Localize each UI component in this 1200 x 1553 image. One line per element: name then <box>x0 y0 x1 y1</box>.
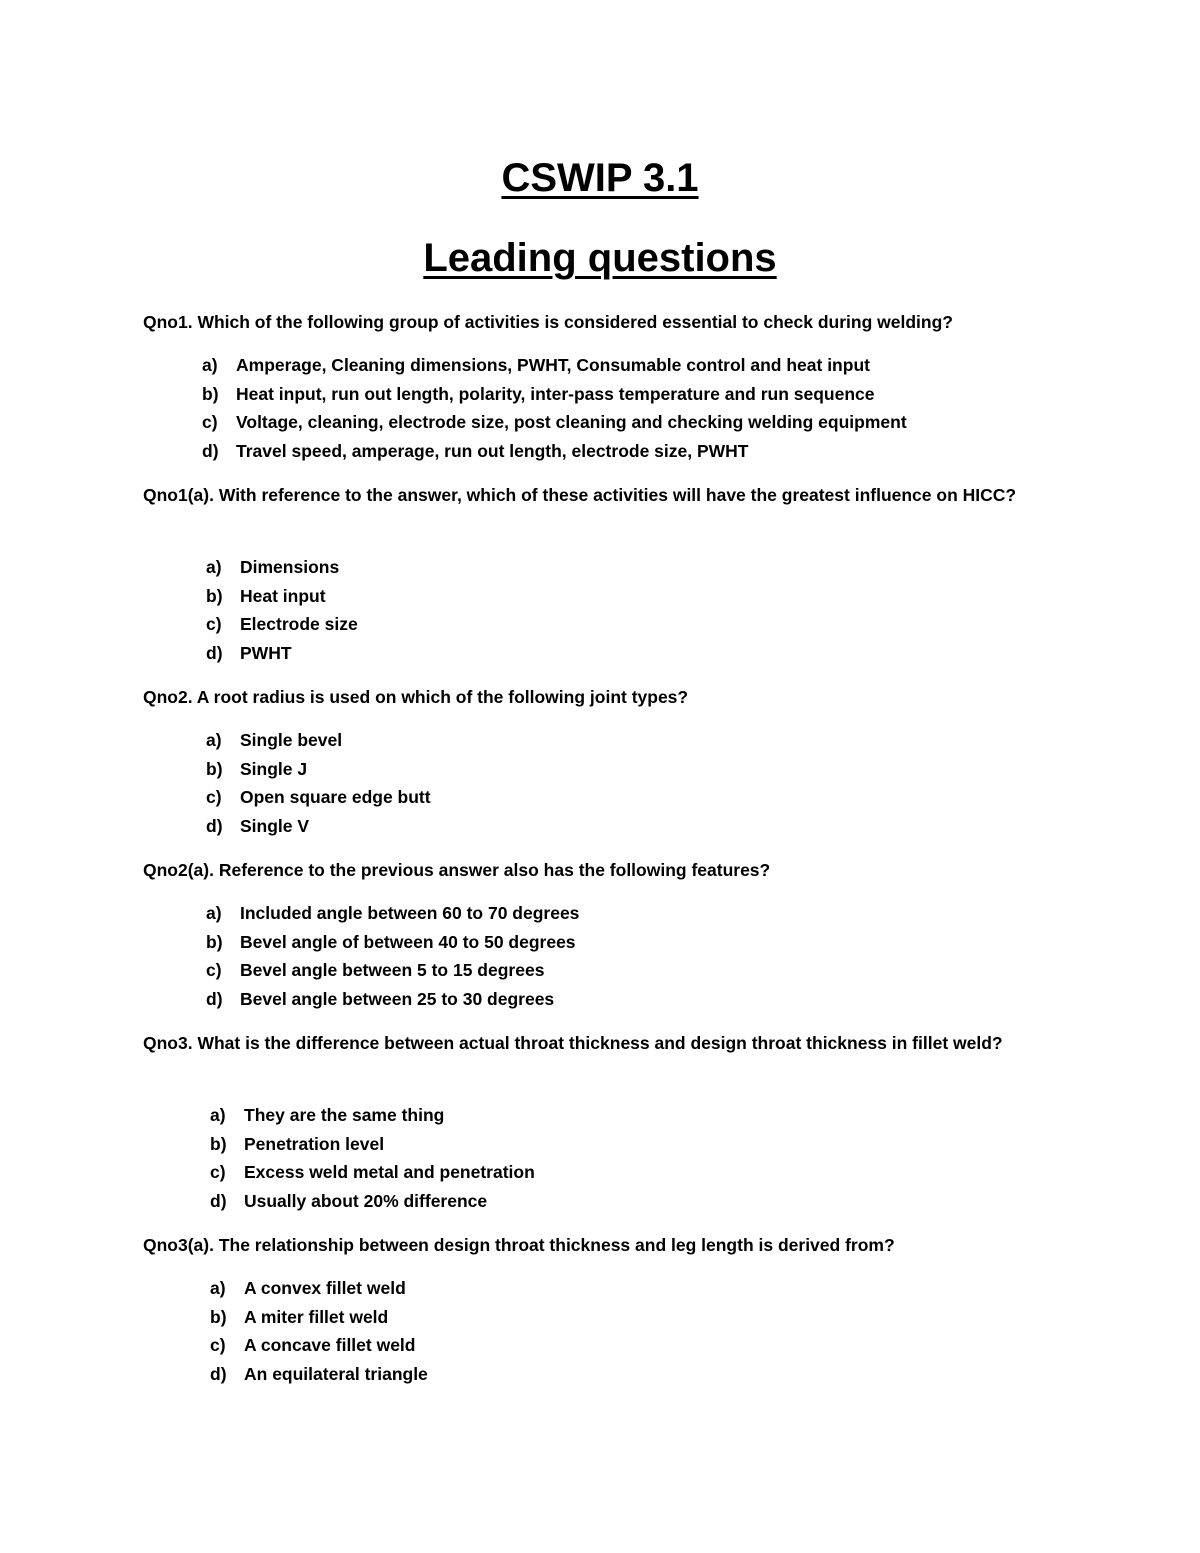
option-2ad <box>206 985 579 1014</box>
question-3a: Qno3(a). The relationship between design throat thickness and leg length is derived from? <box>143 1235 895 1255</box>
option-1d <box>202 437 907 466</box>
option-letter: a) <box>210 1105 226 1125</box>
option-1aa <box>206 553 358 582</box>
option-3b <box>210 1130 535 1159</box>
option-text: Travel speed, amperage, run out length, electrode size, PWHT <box>236 441 749 462</box>
question-3-options <box>210 1101 535 1216</box>
option-text: A convex fillet weld <box>244 1278 406 1298</box>
option-letter: a) <box>206 730 222 750</box>
option-2b <box>206 755 431 784</box>
option-3d <box>210 1187 535 1216</box>
option-text: Usually about 20% difference <box>244 1191 488 1212</box>
option-letter: c) <box>206 960 222 981</box>
option-text: PWHT <box>240 643 292 664</box>
option-1b <box>202 380 907 409</box>
document-subtitle: Leading questions <box>423 236 777 280</box>
question-1a-options <box>206 553 358 668</box>
option-text: Bevel angle between 25 to 30 degrees <box>240 989 555 1010</box>
option-2d <box>206 812 431 841</box>
option-letter: c) <box>210 1162 226 1183</box>
option-2c <box>206 783 431 812</box>
document-title: CSWIP 3.1 <box>501 156 699 200</box>
option-text: A concave fillet weld <box>244 1335 416 1356</box>
question-2a: Qno2(a). Reference to the previous answer also has the following features? <box>143 860 771 880</box>
option-letter: b) <box>202 383 219 404</box>
question-3: Qno3. What is the difference between actual throat thickness and design throat thickness in fillet weld? <box>143 1033 1003 1053</box>
option-1ac <box>206 610 358 639</box>
option-letter: c) <box>210 1335 226 1356</box>
option-text: Excess weld metal and penetration <box>244 1162 535 1183</box>
option-letter: d) <box>206 989 223 1010</box>
option-2ab <box>206 928 579 957</box>
option-2ac <box>206 956 579 985</box>
option-letter: b) <box>210 1133 227 1154</box>
option-letter: c) <box>206 614 222 635</box>
option-text: Single bevel <box>240 730 343 750</box>
option-letter: a) <box>206 557 222 577</box>
option-3ad <box>210 1360 428 1389</box>
question-2: Qno2. A root radius is used on which of the following joint types? <box>143 687 689 707</box>
question-1a: Qno1(a). With reference to the answer, which of these activities will have the greatest influence on HICC? <box>143 485 1017 505</box>
option-text: They are the same thing <box>244 1105 445 1125</box>
option-letter: d) <box>210 1191 227 1212</box>
option-letter: b) <box>206 585 223 606</box>
option-text: Single J <box>240 758 308 779</box>
option-letter: d) <box>202 441 219 462</box>
option-3c <box>210 1158 535 1187</box>
option-letter: d) <box>210 1364 227 1385</box>
option-text: Heat input <box>240 585 326 606</box>
question-2-options <box>206 726 431 841</box>
option-2aa <box>206 899 579 928</box>
option-letter: a) <box>206 903 222 923</box>
question-3a-options <box>210 1274 428 1389</box>
option-text: Amperage, Cleaning dimensions, PWHT, Consumable control and heat input <box>236 355 870 375</box>
option-letter: c) <box>202 412 218 433</box>
option-1a <box>202 351 907 380</box>
option-letter: d) <box>206 816 223 837</box>
option-3ab <box>210 1303 428 1332</box>
option-1ad <box>206 639 358 668</box>
option-3a <box>210 1101 535 1130</box>
option-text: Dimensions <box>240 557 340 577</box>
option-letter: a) <box>202 355 218 375</box>
option-text: Heat input, run out length, polarity, inter-pass temperature and run sequence <box>236 383 875 404</box>
question-2a-options <box>206 899 579 1014</box>
option-text: A miter fillet weld <box>244 1306 389 1327</box>
option-letter: d) <box>206 643 223 664</box>
option-text: Bevel angle between 5 to 15 degrees <box>240 960 545 981</box>
option-text: Open square edge butt <box>240 787 431 808</box>
option-3ac <box>210 1331 428 1360</box>
option-letter: b) <box>206 931 223 952</box>
option-letter: b) <box>206 758 223 779</box>
option-letter: c) <box>206 787 222 808</box>
option-3aa <box>210 1274 428 1303</box>
option-letter: a) <box>210 1278 226 1298</box>
option-2a <box>206 726 431 755</box>
option-text: An equilateral triangle <box>244 1364 428 1385</box>
option-1ab <box>206 582 358 611</box>
option-text: Single V <box>240 816 310 837</box>
option-1c <box>202 408 907 437</box>
option-letter: b) <box>210 1306 227 1327</box>
option-text: Voltage, cleaning, electrode size, post cleaning and checking welding equipment <box>236 412 907 433</box>
question-1: Qno1. Which of the following group of activities is considered essential to check during welding? <box>143 312 953 332</box>
option-text: Electrode size <box>240 614 358 635</box>
option-text: Included angle between 60 to 70 degrees <box>240 903 580 923</box>
question-1-options <box>202 351 907 466</box>
option-text: Penetration level <box>244 1133 385 1154</box>
option-text: Bevel angle of between 40 to 50 degrees <box>240 931 576 952</box>
